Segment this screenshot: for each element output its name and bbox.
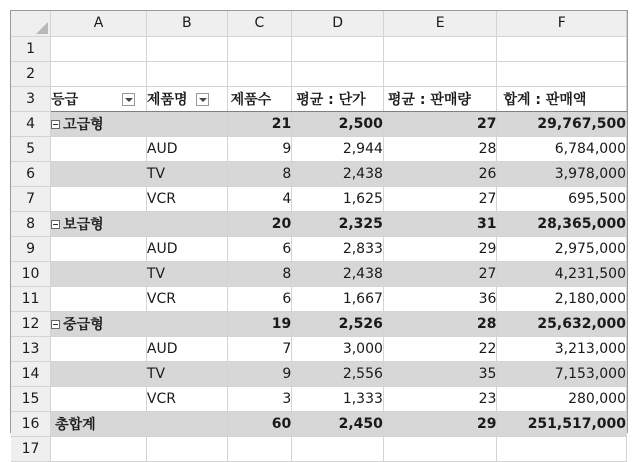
row-header[interactable]: 6: [11, 161, 51, 186]
cell[interactable]: [292, 36, 384, 61]
cell[interactable]: [497, 436, 627, 461]
product-filter-dropdown-icon[interactable]: [196, 93, 209, 106]
column-header-b[interactable]: B: [146, 11, 227, 36]
group-subtotal-row: [11, 211, 627, 236]
cell[interactable]: [227, 436, 292, 461]
item-product[interactable]: VCR: [146, 186, 227, 211]
row-header[interactable]: 5: [11, 136, 51, 161]
column-header-row: [11, 11, 627, 36]
sheet-row: [11, 61, 627, 86]
cell[interactable]: [51, 61, 147, 86]
cell[interactable]: [292, 61, 384, 86]
item-count[interactable]: 8: [227, 161, 292, 186]
group-name: 중급형: [63, 316, 104, 333]
subtotal-avg-sales[interactable]: 27: [383, 111, 497, 136]
subtotal-avg-sales[interactable]: 31: [383, 211, 497, 236]
group-name: 고급형: [63, 116, 104, 133]
pivot-header-total-amount[interactable]: 합계 : 판매액: [497, 86, 627, 111]
item-total-amount[interactable]: 2,975,000: [497, 236, 627, 261]
item-total-amount[interactable]: 2,180,000: [497, 286, 627, 311]
item-product[interactable]: TV: [146, 261, 227, 286]
subtotal-avg-price[interactable]: 2,500: [292, 111, 384, 136]
cell[interactable]: [383, 36, 497, 61]
sheet-row: [11, 436, 627, 461]
item-avg-price[interactable]: 2,833: [292, 236, 384, 261]
item-count[interactable]: 6: [227, 286, 292, 311]
item-total-amount[interactable]: 280,000: [497, 386, 627, 411]
spreadsheet-frame: [10, 10, 628, 457]
row-header[interactable]: 17: [11, 436, 51, 461]
pivot-header-avg-sales[interactable]: 평균 : 판매량: [383, 86, 497, 111]
pivot-header-count[interactable]: 제품수: [227, 86, 292, 111]
item-avg-sales[interactable]: 22: [383, 336, 497, 361]
item-product[interactable]: AUD: [146, 236, 227, 261]
cell[interactable]: [227, 36, 292, 61]
item-product[interactable]: AUD: [146, 336, 227, 361]
item-count[interactable]: 3: [227, 386, 292, 411]
group-label-cell[interactable]: [51, 311, 147, 336]
item-avg-price[interactable]: 1,333: [292, 386, 384, 411]
item-row: [11, 361, 627, 386]
item-total-amount[interactable]: 6,784,000: [497, 136, 627, 161]
cell[interactable]: [497, 36, 627, 61]
grand-total-count[interactable]: 60: [227, 411, 292, 436]
cell[interactable]: [292, 436, 384, 461]
item-avg-price[interactable]: 2,438: [292, 261, 384, 286]
cell[interactable]: [383, 61, 497, 86]
item-row: [11, 261, 627, 286]
cell[interactable]: [146, 211, 227, 236]
row-header[interactable]: 4: [11, 111, 51, 136]
column-header-c[interactable]: C: [227, 11, 292, 36]
group-subtotal-row: [11, 111, 627, 136]
item-avg-sales[interactable]: 29: [383, 236, 497, 261]
cell[interactable]: [51, 136, 147, 161]
cell[interactable]: [383, 436, 497, 461]
subtotal-total-amount[interactable]: 28,365,000: [497, 211, 627, 236]
cell[interactable]: [51, 186, 147, 211]
cell[interactable]: [51, 36, 147, 61]
item-avg-price[interactable]: 2,944: [292, 136, 384, 161]
item-row: [11, 136, 627, 161]
pivot-header-product[interactable]: [146, 86, 227, 111]
row-header[interactable]: 3: [11, 86, 51, 111]
select-all-button[interactable]: [11, 11, 51, 36]
item-row: [11, 286, 627, 311]
item-total-amount[interactable]: 7,153,000: [497, 361, 627, 386]
cell[interactable]: [51, 161, 147, 186]
item-row: [11, 161, 627, 186]
group-label-cell[interactable]: [51, 111, 147, 136]
item-total-amount[interactable]: 695,500: [497, 186, 627, 211]
row-header[interactable]: 10: [11, 261, 51, 286]
item-product[interactable]: TV: [146, 361, 227, 386]
subtotal-count[interactable]: 21: [227, 111, 292, 136]
group-subtotal-row: [11, 311, 627, 336]
cell[interactable]: [146, 111, 227, 136]
subtotal-count[interactable]: 19: [227, 311, 292, 336]
row-header[interactable]: 16: [11, 411, 51, 436]
row-header[interactable]: 8: [11, 211, 51, 236]
item-product[interactable]: VCR: [146, 286, 227, 311]
item-avg-sales[interactable]: 27: [383, 186, 497, 211]
item-total-amount[interactable]: 4,231,500: [497, 261, 627, 286]
pivot-header-row: [11, 86, 627, 111]
item-avg-sales[interactable]: 27: [383, 261, 497, 286]
column-header-d[interactable]: D: [292, 11, 384, 36]
select-all-triangle-icon: [36, 22, 48, 34]
item-count[interactable]: 4: [227, 186, 292, 211]
item-total-amount[interactable]: 3,213,000: [497, 336, 627, 361]
collapse-minus-icon[interactable]: [51, 320, 60, 329]
row-header[interactable]: 7: [11, 186, 51, 211]
cell[interactable]: [51, 361, 147, 386]
item-count[interactable]: 9: [227, 361, 292, 386]
cell[interactable]: [227, 61, 292, 86]
row-header[interactable]: 11: [11, 286, 51, 311]
cell[interactable]: [51, 336, 147, 361]
item-row: [11, 336, 627, 361]
grand-total-label[interactable]: 총합계: [51, 411, 147, 436]
collapse-minus-icon[interactable]: [51, 220, 60, 229]
grand-total-row: [11, 411, 627, 436]
column-header-f[interactable]: F: [497, 11, 627, 36]
cell[interactable]: [146, 436, 227, 461]
subtotal-count[interactable]: 20: [227, 211, 292, 236]
column-header-a[interactable]: A: [51, 11, 147, 36]
subtotal-total-amount[interactable]: 25,632,000: [497, 311, 627, 336]
cell[interactable]: [497, 61, 627, 86]
row-header[interactable]: 2: [11, 61, 51, 86]
item-row: [11, 386, 627, 411]
grand-total-avg-sales[interactable]: 29: [383, 411, 497, 436]
grand-total-total-amount[interactable]: 251,517,000: [497, 411, 627, 436]
subtotal-avg-price[interactable]: 2,325: [292, 211, 384, 236]
row-header[interactable]: 15: [11, 386, 51, 411]
item-avg-sales[interactable]: 23: [383, 386, 497, 411]
row-header[interactable]: 13: [11, 336, 51, 361]
item-count[interactable]: 6: [227, 236, 292, 261]
collapse-minus-icon[interactable]: [51, 120, 60, 129]
grand-total-avg-price[interactable]: 2,450: [292, 411, 384, 436]
item-count[interactable]: 9: [227, 136, 292, 161]
item-avg-sales[interactable]: 26: [383, 161, 497, 186]
column-header-e[interactable]: E: [383, 11, 497, 36]
item-avg-sales[interactable]: 28: [383, 136, 497, 161]
item-product[interactable]: TV: [146, 161, 227, 186]
row-header[interactable]: 14: [11, 361, 51, 386]
item-row: [11, 236, 627, 261]
product-label: 제품명: [146, 91, 188, 108]
cell[interactable]: [146, 36, 227, 61]
pivot-header-avg-price[interactable]: 평균 : 단가: [292, 86, 384, 111]
cell[interactable]: [51, 436, 147, 461]
worksheet-grid: [11, 11, 627, 462]
cell[interactable]: [51, 286, 147, 311]
group-name: 보급형: [63, 216, 104, 233]
group-label-cell[interactable]: [51, 211, 147, 236]
item-avg-price[interactable]: 2,438: [292, 161, 384, 186]
item-product[interactable]: VCR: [146, 386, 227, 411]
sheet-row: [11, 36, 627, 61]
row-header[interactable]: 9: [11, 236, 51, 261]
row-header[interactable]: 1: [11, 36, 51, 61]
item-avg-price[interactable]: 1,667: [292, 286, 384, 311]
subtotal-avg-sales[interactable]: 28: [383, 311, 497, 336]
subtotal-total-amount[interactable]: 29,767,500: [497, 111, 627, 136]
cell[interactable]: [146, 411, 227, 436]
item-product[interactable]: AUD: [146, 136, 227, 161]
pivot-header-grade[interactable]: [51, 86, 147, 111]
item-count[interactable]: 7: [227, 336, 292, 361]
cell[interactable]: [51, 386, 147, 411]
subtotal-avg-price[interactable]: 2,526: [292, 311, 384, 336]
cell[interactable]: [51, 261, 147, 286]
item-count[interactable]: 8: [227, 261, 292, 286]
cell[interactable]: [146, 311, 227, 336]
item-row: [11, 186, 627, 211]
item-total-amount[interactable]: 3,978,000: [497, 161, 627, 186]
cell[interactable]: [51, 236, 147, 261]
grade-label: 등급: [51, 91, 79, 108]
grade-filter-dropdown-icon[interactable]: [122, 93, 135, 106]
item-avg-price[interactable]: 3,000: [292, 336, 384, 361]
item-avg-price[interactable]: 1,625: [292, 186, 384, 211]
item-avg-price[interactable]: 2,556: [292, 361, 384, 386]
row-header[interactable]: 12: [11, 311, 51, 336]
cell[interactable]: [146, 61, 227, 86]
item-avg-sales[interactable]: 35: [383, 361, 497, 386]
item-avg-sales[interactable]: 36: [383, 286, 497, 311]
